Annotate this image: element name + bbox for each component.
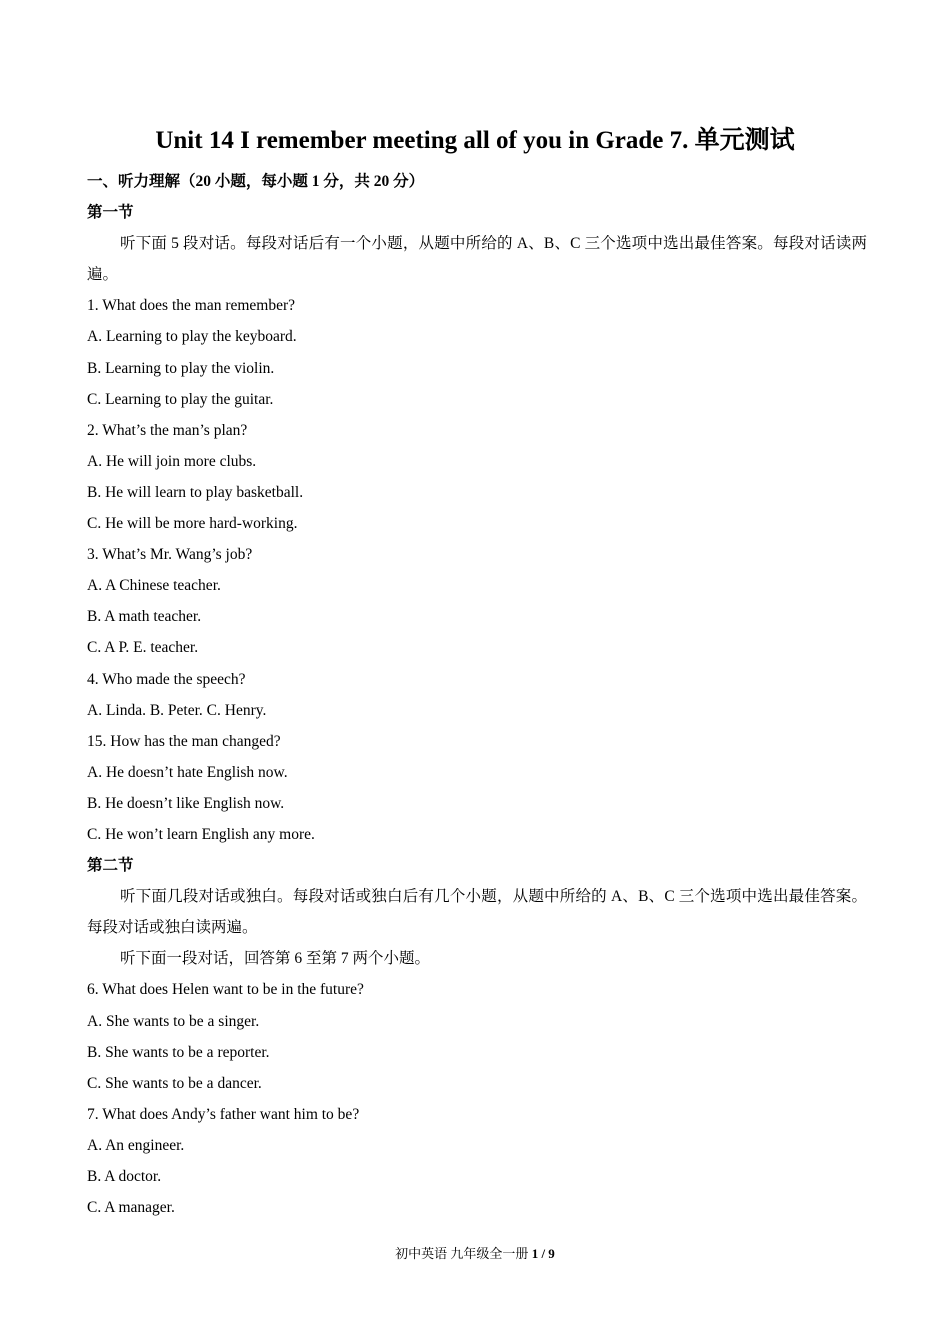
question-3 [87,539,867,663]
option-c: C. A manager. [87,1199,175,1217]
option-a: A. An engineer. [87,1136,185,1154]
question-stem: 2. What’s the man’s plan? [87,421,248,439]
section-1-heading: 第一节 [87,204,134,222]
section-2-heading: 第二节 [87,857,134,875]
question-7 [87,1099,867,1223]
option-c: C. He won’t learn English any more. [87,825,315,843]
section-2-instruction: 听下面几段对话或独白。每段对话或独白后有几个小题，从题中所给的 A、B、C 三个选项中选出最佳答案。每段对话或独白读两遍。 [87,888,867,937]
option-b: B. She wants to be a reporter. [87,1043,270,1061]
option-c: C. A P. E. teacher. [87,639,199,657]
question-stem: 3. What’s Mr. Wang’s job? [87,546,253,564]
option-a: A. Learning to play the keyboard. [87,328,297,346]
option-a: A. He doesn’t hate English now. [87,763,288,781]
question-6 [87,974,867,1098]
page-number: 1 / 9 [531,1246,555,1261]
option-b: B. A math teacher. [87,608,202,626]
question-4 [87,664,867,726]
option-b: B. A doctor. [87,1168,162,1185]
option-b: B. He will learn to play basketball. [87,483,304,501]
question-stem: 6. What does Helen want to be in the future? [87,981,364,999]
option-b: B. He doesn’t like English now. [87,794,285,812]
question-1 [87,290,867,414]
option-c: C. She wants to be a dancer. [87,1074,262,1092]
question-5 [87,726,867,850]
document-body [87,166,867,1223]
options-inline: A. Linda. B. Peter. C. Henry. [87,701,267,719]
footer-text: 初中英语 九年级全一册 [395,1246,529,1261]
option-c: C. Learning to play the guitar. [87,390,274,408]
document-title: Unit 14 I remember meeting all of you in Grade 7. 单元测试 [155,127,795,154]
page-footer [0,1244,950,1264]
option-c: C. He will be more hard-working. [87,515,298,533]
section-2-sub-instruction: 听下面一段对话，回答第 6 至第 7 两个小题。 [120,950,431,968]
question-stem: 4. Who made the speech? [87,670,246,688]
section-1-instruction: 听下面 5 段对话。每段对话后有一个小题，从题中所给的 A、B、C 三个选项中选出最佳答案。每段对话读两遍。 [87,235,867,284]
question-stem: 15. How has the man changed? [87,732,281,750]
question-stem: 7. What does Andy’s father want him to be? [87,1105,360,1123]
option-b: B. Learning to play the violin. [87,359,275,377]
option-a: A. He will join more clubs. [87,452,257,470]
question-2 [87,415,867,539]
option-a: A. A Chinese teacher. [87,577,221,595]
part-heading: 一、听力理解（20 小题，每小题 1 分，共 20 分） [87,173,425,190]
question-stem: 1. What does the man remember? [87,297,296,315]
option-a: A. She wants to be a singer. [87,1012,260,1030]
